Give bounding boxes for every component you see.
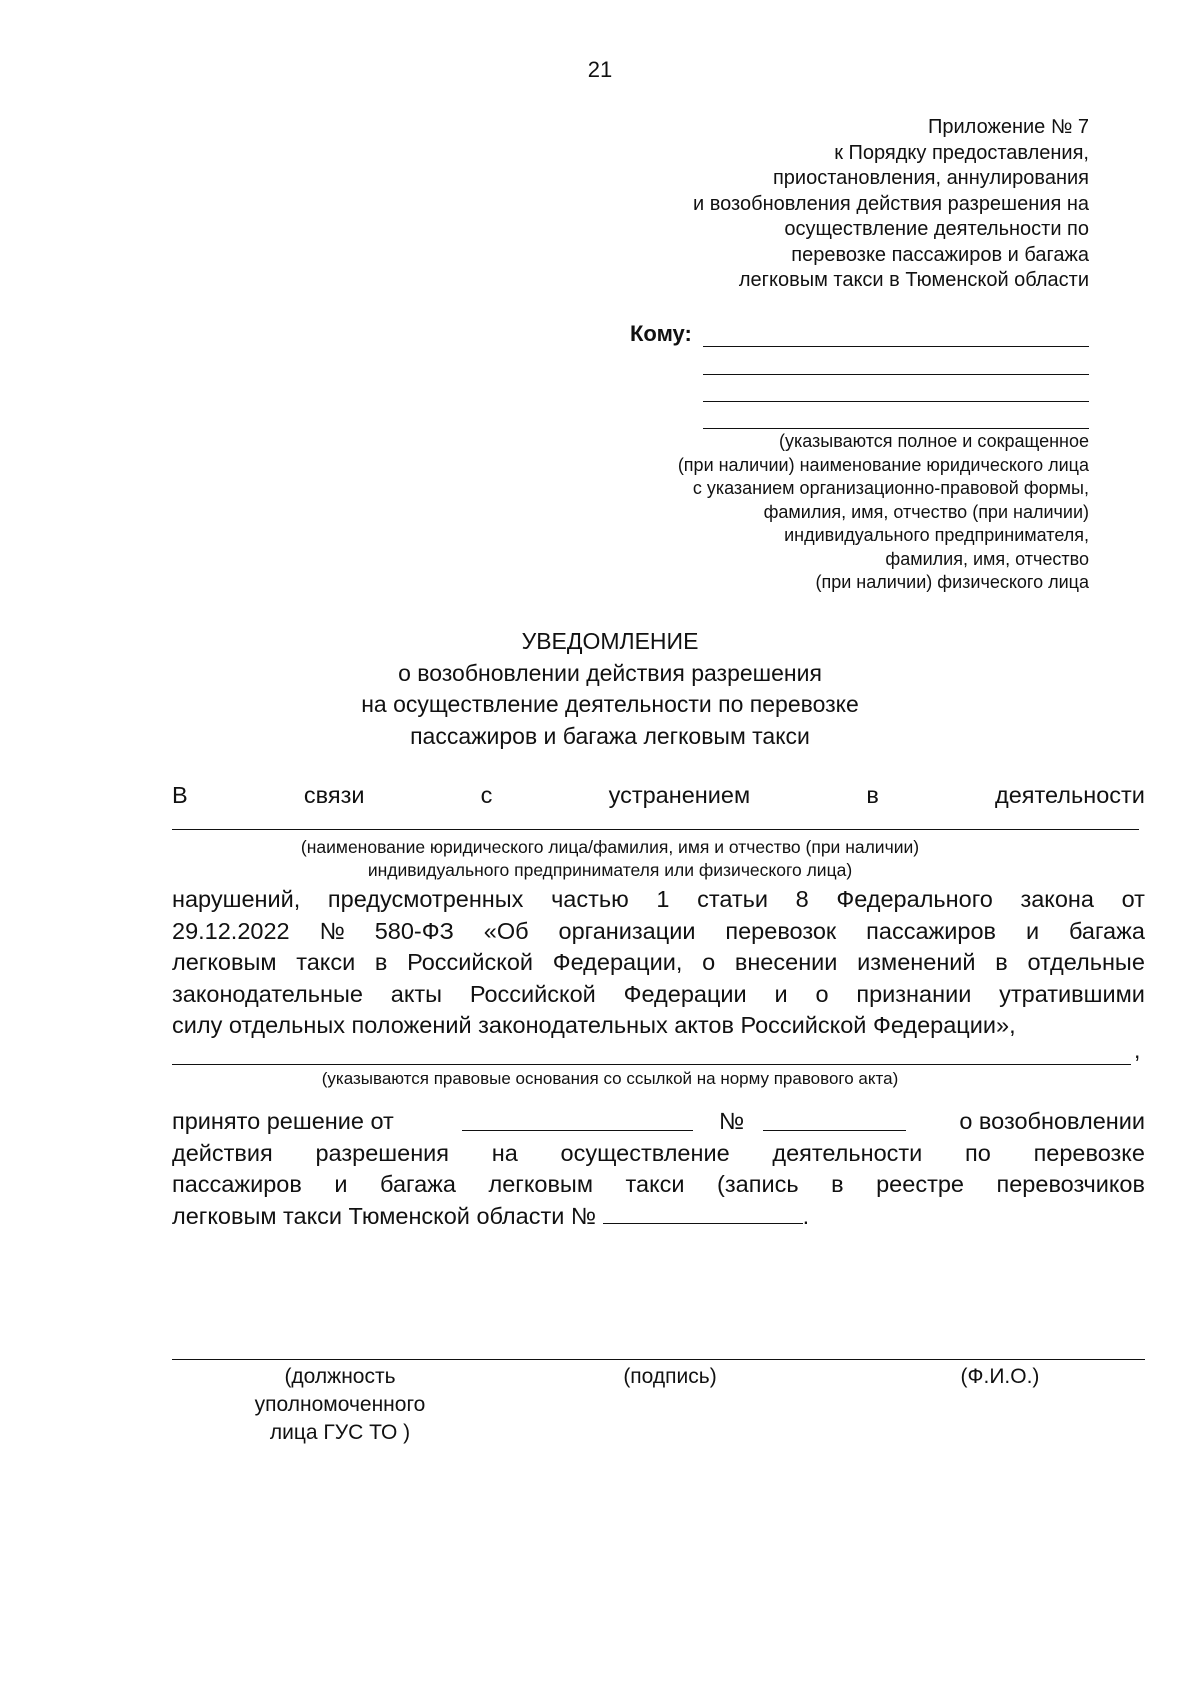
legal-basis-note: (указываются правовые основания со ссылкой на норму правового акта): [321, 1069, 899, 1088]
paragraph-line: [172, 947, 1145, 979]
full-name-label: (Ф.И.О.): [960, 1365, 1040, 1388]
word: В: [172, 782, 188, 808]
paragraph-line: [172, 916, 1145, 948]
paragraph2-body: [172, 1106, 1145, 1232]
title-line: пассажиров и багажа легковым такси: [410, 722, 810, 749]
paragraph2-first-line: [172, 1106, 1145, 1138]
paragraph-last-line: силу отдельных положений законодательных актов Российской Федерации»,: [172, 1012, 1016, 1038]
word: деятельности: [995, 782, 1145, 808]
paragraph-line: [172, 1138, 1145, 1170]
word: такси: [296, 949, 356, 975]
word: осуществление: [560, 1139, 730, 1166]
appendix-line: осуществление деятельности по: [784, 218, 1089, 240]
recipient-note-line: с указанием организационно-правовой формы,: [692, 478, 1089, 498]
decision-suffix: о возобновлении: [959, 1108, 1145, 1134]
title-line: о возобновлении действия разрешения: [398, 659, 822, 686]
word: в: [866, 782, 879, 808]
field-comma: ,: [1134, 1037, 1141, 1063]
position-label-line: лица ГУС ТО ): [269, 1421, 411, 1444]
word: в: [995, 949, 1008, 975]
recipient-field-line[interactable]: [703, 346, 1089, 347]
word: легковым: [488, 1171, 593, 1197]
word: (запись: [717, 1171, 799, 1197]
word: нарушений,: [172, 886, 301, 912]
signature-label: (подпись): [623, 1365, 717, 1388]
position-label-line: уполномоченного: [254, 1393, 426, 1416]
word: признании: [856, 980, 972, 1007]
word: и: [1025, 917, 1040, 944]
recipient-note-line: индивидуального предпринимателя,: [784, 525, 1089, 545]
appendix-line: легковым такси в Тюменской области: [738, 269, 1089, 291]
registry-period: .: [802, 1202, 810, 1229]
appendix-line: к Порядку предоставления,: [834, 141, 1089, 164]
entity-name-field-note: [150, 836, 1070, 882]
paragraph-line: [172, 884, 1145, 916]
document-title: [150, 626, 1070, 752]
word: в: [374, 949, 388, 975]
recipient-note-line: (указываются полное и сокращенное: [778, 431, 1089, 451]
decision-date-prefix: принято решение от: [172, 1108, 394, 1134]
recipient-note-line: фамилия, имя, отчество: [885, 548, 1089, 569]
word: Федерации,: [552, 949, 683, 975]
word: №: [319, 917, 345, 944]
decision-number-field[interactable]: [763, 1130, 906, 1131]
appendix-line: приостановления, аннулирования: [772, 167, 1089, 189]
word: по: [965, 1139, 991, 1166]
word: на: [491, 1139, 518, 1166]
word: и: [774, 980, 788, 1007]
appendix-line: перевозке пассажиров и багажа: [791, 243, 1089, 266]
word: багажа: [380, 1171, 456, 1197]
registry-prefix: легковым такси Тюменской области №: [172, 1202, 597, 1229]
signature-line[interactable]: [172, 1359, 1145, 1360]
word: законодательные: [172, 980, 363, 1007]
recipient-note-line: фамилия, имя, отчество (при наличии): [763, 501, 1089, 522]
word: легковым: [172, 949, 277, 975]
word: от: [1121, 886, 1145, 912]
word: с: [480, 782, 493, 808]
paragraph-line: [172, 979, 1145, 1011]
word: пассажиров: [866, 917, 996, 944]
word: 8: [795, 886, 809, 912]
word: «Об: [483, 917, 529, 944]
word: связи: [303, 782, 365, 808]
paragraph-line: [172, 1169, 1145, 1201]
word: перевозчиков: [996, 1171, 1145, 1197]
page-number: 21: [587, 57, 613, 82]
position-label-line: (должность: [284, 1365, 396, 1388]
appendix-line: и возобновления действия разрешения на: [693, 192, 1089, 215]
field-note-line: индивидуального предпринимателя или физического лица): [367, 860, 853, 880]
recipient-note-line: (при наличии) наименование юридического лица: [677, 454, 1089, 475]
word: Федерации: [623, 980, 747, 1007]
word: 29.12.2022: [172, 917, 290, 944]
word: реестре: [876, 1171, 964, 1197]
word: изменений: [857, 949, 976, 975]
recipient-note-line: (при наличии) физического лица: [815, 572, 1089, 592]
paragraph1-body: [172, 884, 1145, 1042]
appendix-header: [569, 115, 1089, 294]
word: о: [702, 949, 716, 975]
word: деятельности: [772, 1139, 923, 1166]
recipient-field-line[interactable]: [703, 374, 1089, 375]
word: действия: [172, 1139, 273, 1166]
paragraph1-first-line: [172, 780, 1145, 812]
word: отдельные: [1027, 949, 1145, 975]
field-note-line: (наименование юридического лица/фамилия, имя и отчество (при наличии): [300, 837, 920, 857]
word: 580-ФЗ: [374, 917, 454, 944]
word: утратившими: [999, 980, 1145, 1007]
recipient-label: Кому:: [630, 321, 692, 346]
appendix-line: Приложение № 7: [928, 116, 1089, 138]
position-label: [225, 1363, 455, 1447]
word: 1: [656, 886, 670, 912]
word: Федерального: [836, 886, 993, 912]
word: частью: [551, 886, 629, 912]
word: о: [815, 980, 829, 1007]
word: перевозке: [1033, 1139, 1145, 1166]
decision-number-sign: №: [719, 1108, 745, 1134]
word: перевозок: [725, 917, 837, 944]
decision-date-field[interactable]: [462, 1130, 693, 1131]
entity-name-field-line[interactable]: [172, 829, 1139, 830]
registry-number-field[interactable]: [603, 1203, 803, 1224]
word: в: [831, 1171, 844, 1197]
word: багажа: [1069, 917, 1145, 944]
recipient-field-line[interactable]: [703, 428, 1089, 429]
word: предусмотренных: [327, 886, 524, 912]
word: разрешения: [315, 1139, 450, 1166]
recipient-note: [569, 430, 1089, 595]
word: такси: [625, 1171, 685, 1197]
word: организации: [558, 917, 696, 944]
recipient-field-line[interactable]: [703, 401, 1089, 402]
word: акты: [390, 980, 443, 1007]
word: закона: [1020, 886, 1094, 912]
word: и: [334, 1171, 348, 1197]
word: Российской: [469, 980, 596, 1007]
word: внесении: [734, 949, 838, 975]
title-line: на осуществление деятельности по перевозке: [361, 691, 859, 717]
word: статьи: [697, 886, 769, 912]
word: устранением: [608, 782, 751, 808]
paragraph2-last-line: [172, 1201, 1145, 1233]
word: пассажиров: [172, 1171, 302, 1197]
word: Российской: [407, 949, 534, 975]
title-heading: УВЕДОМЛЕНИЕ: [521, 628, 699, 654]
legal-basis-field-line[interactable]: [172, 1064, 1131, 1065]
